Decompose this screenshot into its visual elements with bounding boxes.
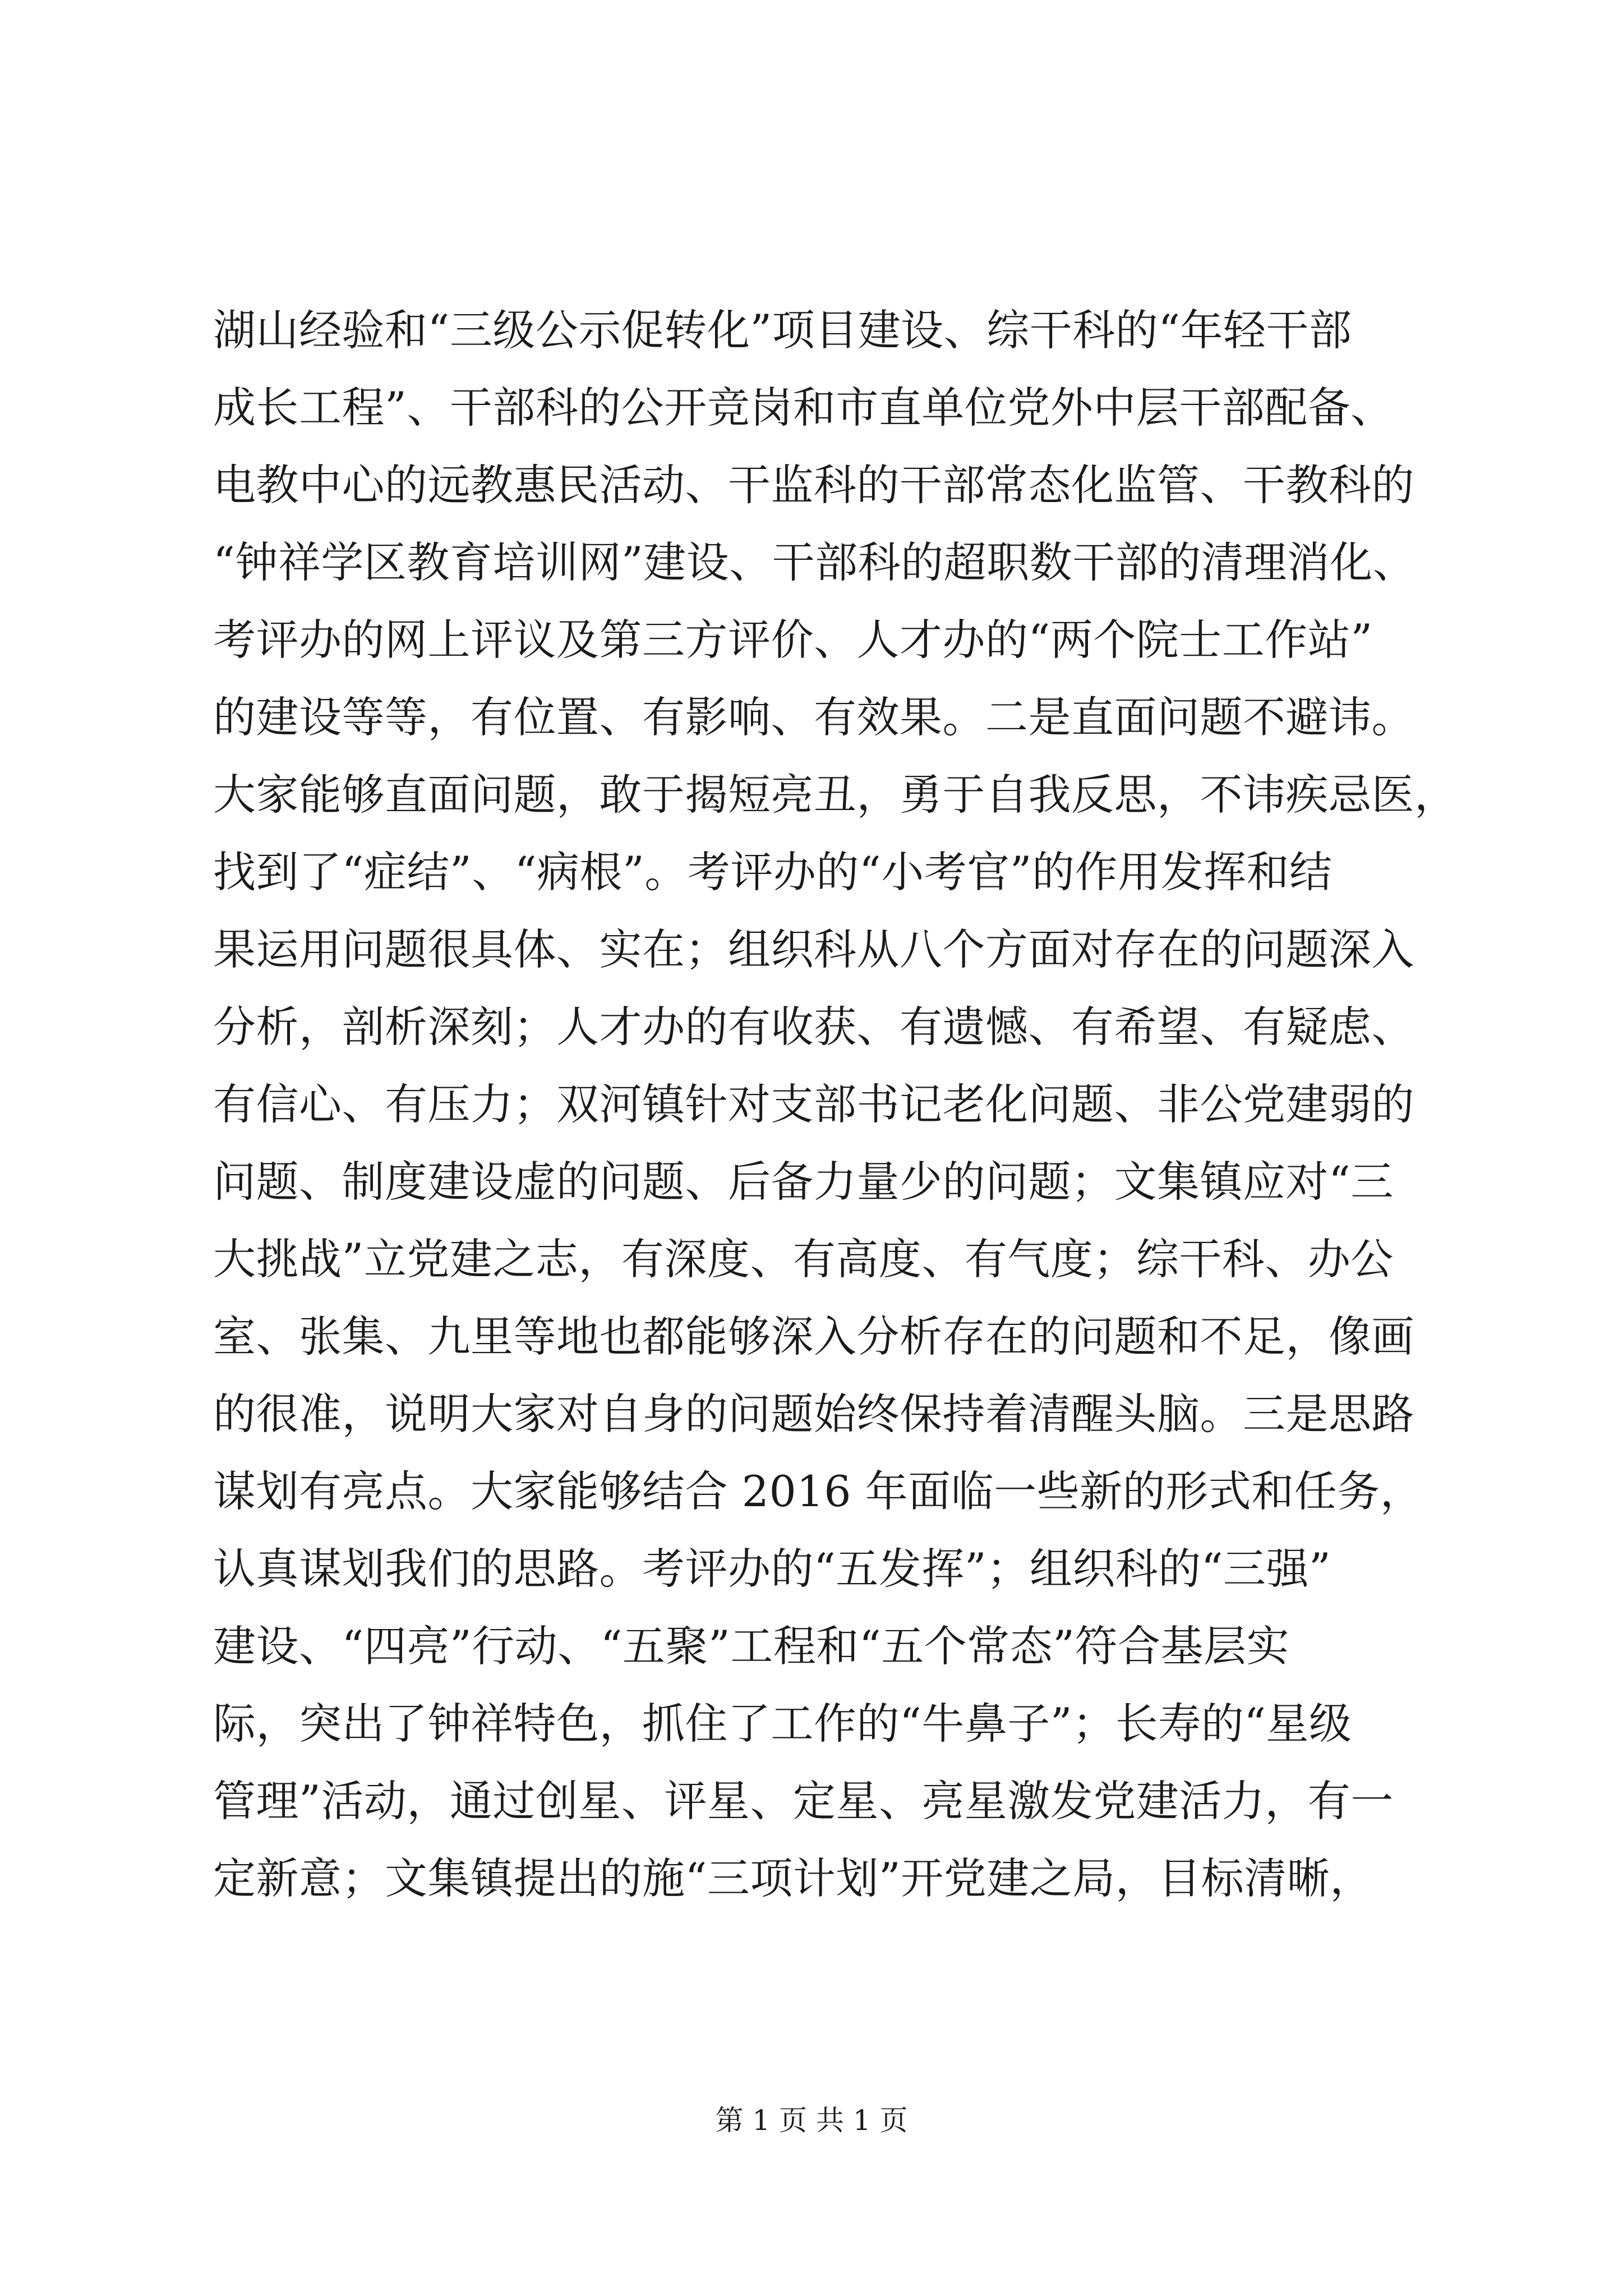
text-line: 分析，剖析深刻；人才办的有收获、有遗憾、有希望、有疑虑、: [213, 1002, 1414, 1052]
text-line: 有信心、有压力；双河镇针对支部书记老化问题、非公党建弱的: [213, 1079, 1414, 1129]
text-line: 大家能够直面问题，敢于揭短亮丑，勇于自我反思，不讳疾忌医，: [213, 770, 1458, 820]
text-line: 室、张集、九里等地也都能够深入分析存在的问题和不足，像画: [213, 1312, 1414, 1361]
text-line: 的很准，说明大家对自身的问题始终保持着清醒头脑。三是思路: [213, 1389, 1414, 1439]
text-line: 谋划有亮点。大家能够结合 2016 年面临一些新的形式和任务，: [213, 1466, 1423, 1516]
text-line: 湖山经验和“三级公示促转化”项目建设、综干科的“年轻干部: [213, 305, 1352, 355]
text-line: 管理”活动，通过创星、评星、定星、亮星激发党建活力，有一: [213, 1776, 1394, 1826]
page-number-footer: 第 1 页 共 1 页: [715, 2104, 908, 2137]
text-line: 认真谋划我们的思路。考评办的“五发挥”；组织科的“三强”: [213, 1544, 1331, 1594]
text-line: 考评办的网上评议及第三方评价、人才办的“两个院士工作站”: [213, 615, 1373, 665]
text-line: 定新意；文集镇提出的施“三项计划”开党建之局，目标清晰，: [213, 1853, 1373, 1903]
text-line: 找到了“症结”、“病根”。考评办的“小考官”的作用发挥和结: [213, 847, 1332, 897]
text-line: 建设、“四亮”行动、“五聚”工程和“五个常态”符合基层实: [213, 1621, 1290, 1671]
text-line: 电教中心的远教惠民活动、干监科的干部常态化监管、干教科的: [213, 460, 1414, 510]
text-line: 的建设等等，有位置、有影响、有效果。二是直面问题不避讳。: [213, 692, 1414, 742]
body-text: [213, 292, 1458, 1917]
text-line: 问题、制度建设虚的问题、后备力量少的问题；文集镇应对“三: [213, 1157, 1394, 1207]
text-line: “钟祥学区教育培训网”建设、干部科的超职数干部的清理消化、: [213, 537, 1416, 587]
text-line: 际，突出了钟祥特色，抓住了工作的“牛鼻子”；长寿的“星级: [213, 1699, 1352, 1749]
text-line: 大挑战”立党建之志，有深度、有高度、有气度；综干科、办公: [213, 1234, 1394, 1284]
text-line: 果运用问题很具体、实在；组织科从八个方面对存在的问题深入: [213, 924, 1414, 974]
text-line: 成长工程”、干部科的公开竞岗和市直单位党外中层干部配备、: [213, 383, 1394, 432]
